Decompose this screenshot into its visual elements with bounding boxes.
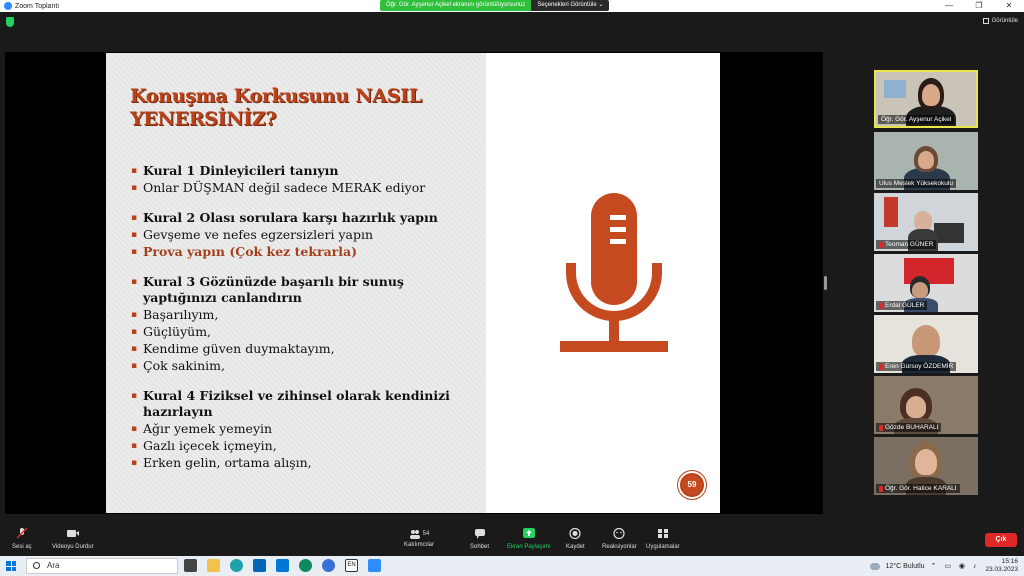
slide-text-panel [106, 53, 486, 513]
participants-count: 54 [422, 530, 430, 537]
window-controls [934, 0, 1024, 12]
bullet-text: Kural 2 Olası sorulara karşı hazırlık yapın [143, 210, 438, 225]
minimize-button[interactable]: — [945, 1, 953, 10]
share-screen-button[interactable] [507, 528, 551, 550]
share-banner-message: Öğr. Gör. Ayşenur Açikel ekranını görüntülüyorsunuz [380, 0, 531, 11]
participant-tile[interactable] [874, 193, 978, 251]
slide-title: Konuşma Korkusunu NASIL YENERSİNİZ? [130, 85, 422, 130]
bullet-square-icon: ▪ [131, 230, 138, 240]
apps-icon [656, 528, 670, 539]
participants-button[interactable] [404, 528, 434, 548]
bullet-text: Kendime güven duymaktayım, [143, 341, 335, 356]
participant-name: Ulus Meslek Yüksekokulu [876, 179, 956, 188]
clock[interactable] [985, 558, 1018, 574]
reactions-button[interactable] [602, 528, 637, 550]
bullet-square-icon: ▪ [131, 183, 138, 193]
participant-tile[interactable] [874, 254, 978, 312]
unmute-label: Sesi aç [12, 544, 32, 550]
bullet-text: Kural 4 Fiziksel ve zihinsel olarak kendinizi hazırlayın [143, 388, 450, 419]
record-icon [568, 528, 582, 539]
bullet-square-icon: ▪ [131, 310, 138, 320]
bullet-gap [131, 197, 481, 210]
bullet-text: Ağır yemek yemeyin [143, 421, 273, 436]
slide-bullet [131, 421, 481, 437]
bullet-gap [131, 375, 481, 388]
maximize-button[interactable]: ❐ [975, 1, 983, 10]
language-indicator[interactable]: EN [345, 559, 358, 572]
stop-video-button[interactable] [52, 528, 94, 550]
unmute-button[interactable] [12, 528, 32, 550]
record-button[interactable] [566, 528, 585, 550]
smiley-icon [612, 528, 626, 539]
splitter-handle[interactable] [824, 276, 827, 290]
microphone-icon [558, 193, 670, 363]
tray-icons[interactable]: ⌃ ▭ ◉ ♪ [930, 563, 980, 570]
view-button-label: Görüntüle [991, 18, 1018, 24]
taskbar-search-box[interactable] [26, 558, 178, 574]
system-tray [870, 558, 1018, 574]
muted-mic-icon [879, 242, 883, 248]
bullet-text: Güçlüyüm, [143, 324, 212, 339]
slide-bullet [131, 341, 481, 357]
browser-icon[interactable] [322, 559, 335, 572]
slide-bullet [131, 438, 481, 454]
grid-view-icon [983, 18, 989, 24]
bullet-square-icon: ▪ [131, 166, 138, 176]
meeting-topbar [0, 12, 1024, 32]
slide-bullet [131, 227, 481, 243]
bullet-square-icon: ▪ [131, 247, 138, 257]
muted-mic-icon [879, 364, 883, 370]
search-icon [33, 562, 40, 569]
file-explorer-icon[interactable] [207, 559, 220, 572]
window-title: Zoom Toplantı [15, 2, 60, 10]
slide-bullet [131, 210, 481, 226]
record-label: Kaydet [566, 544, 585, 550]
participant-name: Öğr. Gör. Hatice KARALI [876, 484, 960, 493]
security-shield-icon[interactable] [6, 17, 14, 27]
bullet-square-icon: ▪ [131, 424, 138, 434]
bullet-square-icon: ▪ [131, 213, 138, 223]
stop-video-label: Videoyu Durdur [52, 544, 94, 550]
bullet-square-icon: ▪ [131, 458, 138, 468]
task-view-icon[interactable] [184, 559, 197, 572]
slide-bullet [131, 388, 481, 420]
windows-start-icon[interactable] [6, 561, 16, 571]
weather-text[interactable]: 12°C Bulutlu [885, 562, 925, 570]
participant-name: Eren Gürsoy ÖZDEMİR [876, 362, 956, 371]
share-screen-icon [522, 528, 536, 539]
bullet-text: Kural 1 Dinleyicileri tanıyın [143, 163, 339, 178]
mail-icon[interactable] [276, 559, 289, 572]
chrome-icon[interactable] [299, 559, 312, 572]
reactions-label: Reaksiyonlar [602, 544, 637, 550]
participant-name: Teoman GÜNER [876, 240, 936, 249]
participants-label: Katılımcılar [404, 542, 435, 548]
windows-taskbar [0, 556, 1024, 576]
presentation-slide [106, 53, 720, 513]
bullet-square-icon: ▪ [131, 391, 138, 401]
participant-tile[interactable] [874, 70, 978, 128]
slide-bullet [131, 324, 481, 340]
slide-bullet [131, 163, 481, 179]
bullet-text: Onlar DÜŞMAN değil sadece MERAK ediyor [143, 180, 426, 195]
bullet-square-icon: ▪ [131, 344, 138, 354]
bullet-text: Erken gelin, ortama alışın, [143, 455, 312, 470]
slide-bullet [131, 180, 481, 196]
zoom-logo-icon [4, 2, 12, 10]
window-titlebar [0, 0, 1024, 12]
slide-page-number: 59 [680, 473, 704, 497]
chat-bubble-icon [473, 528, 487, 539]
bullet-text: Çok sakinim, [143, 358, 225, 373]
muted-mic-icon [879, 303, 883, 309]
cloud-weather-icon [870, 563, 880, 570]
store-icon[interactable] [253, 559, 266, 572]
video-camera-icon [66, 528, 80, 539]
muted-mic-icon [879, 486, 883, 492]
share-banner [380, 0, 609, 11]
participant-tile[interactable] [874, 437, 978, 495]
close-button[interactable]: ✕ [1005, 1, 1013, 10]
bullet-gap [131, 261, 481, 274]
view-button[interactable] [983, 18, 1018, 24]
slide-bullet [131, 358, 481, 374]
bullet-text: Kural 3 Gözünüzde başarılı bir sunuş yaptığınızı canlandırın [143, 274, 404, 305]
app-title [4, 2, 59, 10]
meeting-toolbar [0, 524, 1024, 556]
participant-tile[interactable] [874, 132, 978, 190]
participant-name: Öğr. Gör. Ayşenur Açikel [878, 115, 954, 124]
share-screen-label: Ekran Paylaşımı [507, 544, 551, 550]
end-meeting-button[interactable]: Çık [985, 533, 1017, 547]
bullet-text: Gazlı içecek içmeyin, [143, 438, 277, 453]
edge-browser-icon[interactable] [230, 559, 243, 572]
participant-name: Gözde BUHARALI [876, 423, 941, 432]
muted-mic-icon [15, 528, 29, 539]
chat-button[interactable] [470, 528, 489, 550]
bullet-square-icon: ▪ [131, 361, 138, 371]
slide-bullets [131, 163, 481, 472]
bullet-square-icon: ▪ [131, 277, 138, 287]
taskbar-apps [184, 559, 381, 572]
bullet-text: Başarılıyım, [143, 307, 219, 322]
participant-tile[interactable] [874, 376, 978, 434]
apps-button[interactable] [646, 528, 680, 550]
slide-bullet [131, 244, 481, 260]
slide-bullet [131, 307, 481, 323]
chat-label: Sohbet [470, 544, 490, 550]
bullet-square-icon: ▪ [131, 441, 138, 451]
clock-time: 15:16 [1001, 558, 1018, 565]
bullet-text: Prova yapın (Çok kez tekrarla) [143, 244, 358, 259]
participant-tile[interactable] [874, 315, 978, 373]
slide-bullet [131, 274, 481, 306]
zoom-taskbar-icon[interactable] [368, 559, 381, 572]
search-placeholder: Ara [47, 561, 60, 570]
bullet-text: Gevşeme ve nefes egzersizleri yapın [143, 227, 374, 242]
muted-mic-icon [879, 425, 883, 431]
participant-name: Erdal GÜLER [876, 301, 927, 310]
view-options-button[interactable]: Seçenekleri Görüntüle ⌄ [531, 0, 609, 11]
bullet-square-icon: ▪ [131, 327, 138, 337]
participants-icon [409, 529, 421, 539]
slide-bullet [131, 455, 481, 471]
clock-date: 23.03.2023 [985, 566, 1018, 573]
apps-label: Uygulamalar [646, 544, 680, 550]
